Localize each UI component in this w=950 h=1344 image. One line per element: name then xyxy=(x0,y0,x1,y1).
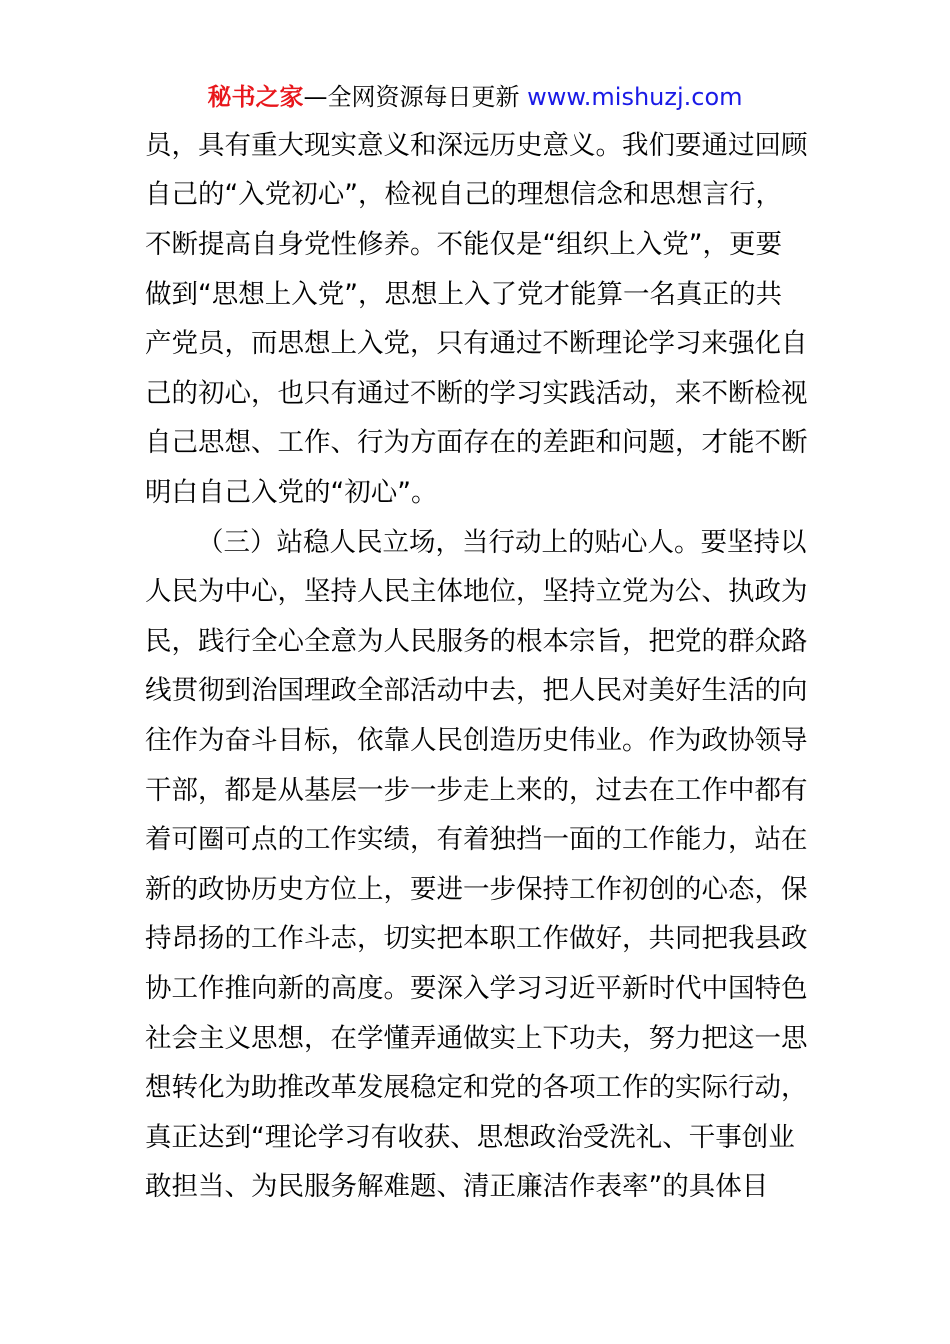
text-line: 线贯彻到治国理政全部活动中去，把人民对美好生活的向 xyxy=(145,675,808,706)
text-line: 协工作推向新的高度。要深入学习习近平新时代中国特色 xyxy=(145,973,808,1004)
text-line: 己的初心，也只有通过不断的学习实践活动，来不断检视 xyxy=(145,378,808,409)
text-line: 做到“思想上入党”，思想上入了党才能算一名真正的共 xyxy=(145,279,782,310)
paragraph-start-line: （三）站稳人民立场，当行动上的贴心人。要坚持以 xyxy=(197,527,807,558)
site-brand: 秘书之家 xyxy=(207,83,304,111)
text-line: 真正达到“理论学习有收获、思想政治受洗礼、干事创业 xyxy=(145,1122,795,1153)
text-line: 员，具有重大现实意义和深远历史意义。我们要通过回顾 xyxy=(145,130,808,161)
site-tagline: —全网资源每日更新 xyxy=(303,83,528,111)
text-line: 民，践行全心全意为人民服务的根本宗旨，把党的群众路 xyxy=(145,626,808,657)
text-line: 新的政协历史方位上，要进一步保持工作初创的心态，保 xyxy=(145,874,808,905)
text-line: 敢担当、为民服务解难题、清正廉洁作表率”的具体目 xyxy=(145,1171,769,1202)
text-line: 不断提高自身党性修养。不能仅是“组织上入党”，更要 xyxy=(145,229,782,260)
text-line: 社会主义思想，在学懂弄通做实上下功夫，努力把这一思 xyxy=(145,1023,808,1054)
site-header xyxy=(0,80,950,114)
text-line: 着可圈可点的工作实绩，有着独挡一面的工作能力，站在 xyxy=(145,824,808,855)
text-line: 自己思想、工作、行为方面存在的差距和问题，才能不断 xyxy=(145,427,808,458)
text-line: 自己的“入党初心”，检视自己的理想信念和思想言行， xyxy=(145,179,782,210)
text-line: 人民为中心，坚持人民主体地位，坚持立党为公、执政为 xyxy=(145,576,808,607)
site-url-link[interactable]: www.mishuzj.com xyxy=(527,83,743,111)
text-line: 往作为奋斗目标，依靠人民创造历史伟业。作为政协领导 xyxy=(145,725,808,756)
text-line: 明白自己入党的“初心”。 xyxy=(145,477,438,508)
text-line: 想转化为助推改革发展稳定和党的各项工作的实际行动， xyxy=(145,1072,808,1103)
text-line: 干部，都是从基层一步一步走上来的，过去在工作中都有 xyxy=(145,775,808,806)
text-line: 持昂扬的工作斗志，切实把本职工作做好，共同把我县政 xyxy=(145,923,808,954)
text-line: 产党员，而思想上入党，只有通过不断理论学习来强化自 xyxy=(145,328,808,359)
